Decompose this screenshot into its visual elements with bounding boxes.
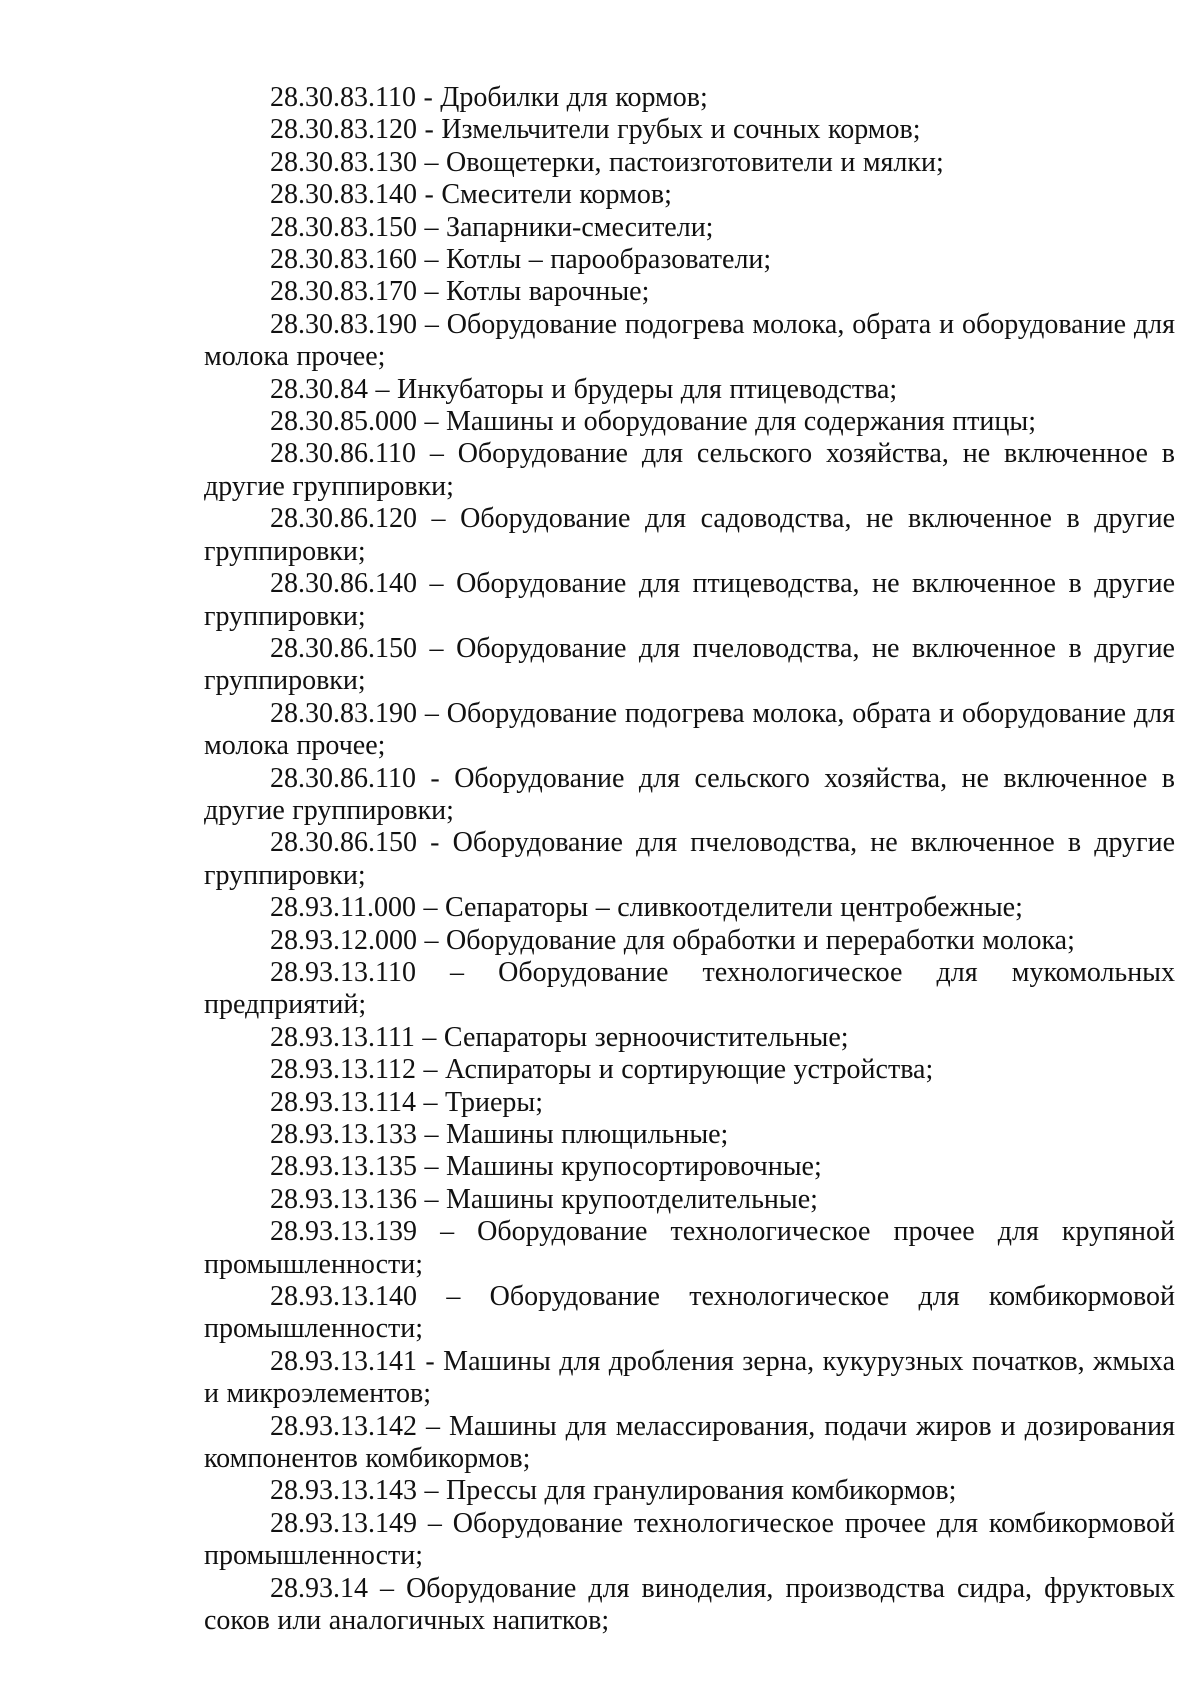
list-item: 28.30.86.110 – Оборудование для сельского хозяйства, не включенное в другие группировки; — [204, 438, 1175, 502]
list-item: 28.30.86.110 - Оборудование для сельского хозяйства, не включенное в другие группировки; — [204, 762, 1175, 826]
list-item: 28.93.13.111 – Сепараторы зерноочистительные; — [270, 1021, 849, 1053]
list-item: 28.93.13.135 – Машины крупосортировочные; — [270, 1151, 822, 1183]
list-item: 28.30.83.160 – Котлы – парообразователи; — [270, 244, 772, 276]
list-item: 28.93.13.141 - Машины для дробления зерна, кукурузных початков, жмыха и микроэлементов; — [204, 1345, 1175, 1410]
list-item: 28.93.14 – Оборудование для виноделия, производства сидра, фруктовых соков или аналогичных напитков; — [204, 1572, 1175, 1637]
list-item: 28.93.13.140 – Оборудование технологическое для комбикормовой промышленности; — [204, 1281, 1175, 1345]
list-item: 28.93.13.143 – Прессы для гранулирования комбикормов; — [270, 1475, 957, 1507]
list-item: 28.93.13.110 – Оборудование технологическое для мукомольных предприятий; — [204, 956, 1175, 1021]
list-item: 28.30.83.190 – Оборудование подогрева молока, обрата и оборудование для молока прочее; — [204, 697, 1175, 762]
list-item: 28.93.13.114 – Триеры; — [270, 1086, 544, 1118]
list-item: 28.30.83.190 – Оборудование подогрева молока, обрата и оборудование для молока прочее; — [204, 308, 1175, 373]
list-item: 28.30.83.130 – Овощетерки, пастоизготовители и мялки; — [270, 146, 944, 178]
list-item: 28.30.86.140 – Оборудование для птицеводства, не включенное в другие группировки; — [204, 568, 1175, 632]
list-item: 28.93.13.149 – Оборудование технологическое прочее для комбикормовой промышленности; — [204, 1507, 1175, 1572]
list-item: 28.93.13.112 – Аспираторы и сортирующие устройства; — [270, 1054, 934, 1086]
list-item: 28.93.12.000 – Оборудование для обработки и переработки молока; — [270, 924, 1075, 956]
list-item: 28.30.83.140 - Смесители кормов; — [270, 179, 672, 211]
classifier-list — [204, 82, 1175, 1638]
list-item: 28.30.84 – Инкубаторы и брудеры для птицеводства; — [270, 373, 898, 405]
list-item: 28.30.85.000 – Машины и оборудование для содержания птицы; — [270, 406, 1036, 438]
list-item: 28.30.83.170 – Котлы варочные; — [270, 276, 650, 308]
list-item: 28.30.83.150 – Запарники-смесители; — [270, 211, 714, 243]
list-item: 28.30.83.120 - Измельчители грубых и сочных кормов; — [270, 114, 921, 146]
list-item: 28.93.11.000 – Сепараторы – сливкоотделители центробежные; — [270, 892, 1023, 924]
list-item: 28.93.13.139 – Оборудование технологическое прочее для крупяной промышленности; — [204, 1216, 1175, 1280]
list-item: 28.30.86.120 – Оборудование для садоводства, не включенное в другие группировки; — [204, 503, 1175, 567]
list-item: 28.30.83.110 - Дробилки для кормов; — [270, 82, 708, 113]
list-item: 28.30.86.150 - Оборудование для пчеловодства, не включенное в другие группировки; — [204, 827, 1175, 891]
list-item: 28.30.86.150 – Оборудование для пчеловодства, не включенное в другие группировки; — [204, 632, 1175, 697]
list-item: 28.93.13.142 – Машины для мелассирования, подачи жиров и дозирования компонентов комбикормов; — [204, 1410, 1175, 1475]
list-item: 28.93.13.136 – Машины крупоотделительные; — [270, 1183, 818, 1215]
list-item: 28.93.13.133 – Машины плющильные; — [270, 1119, 729, 1150]
